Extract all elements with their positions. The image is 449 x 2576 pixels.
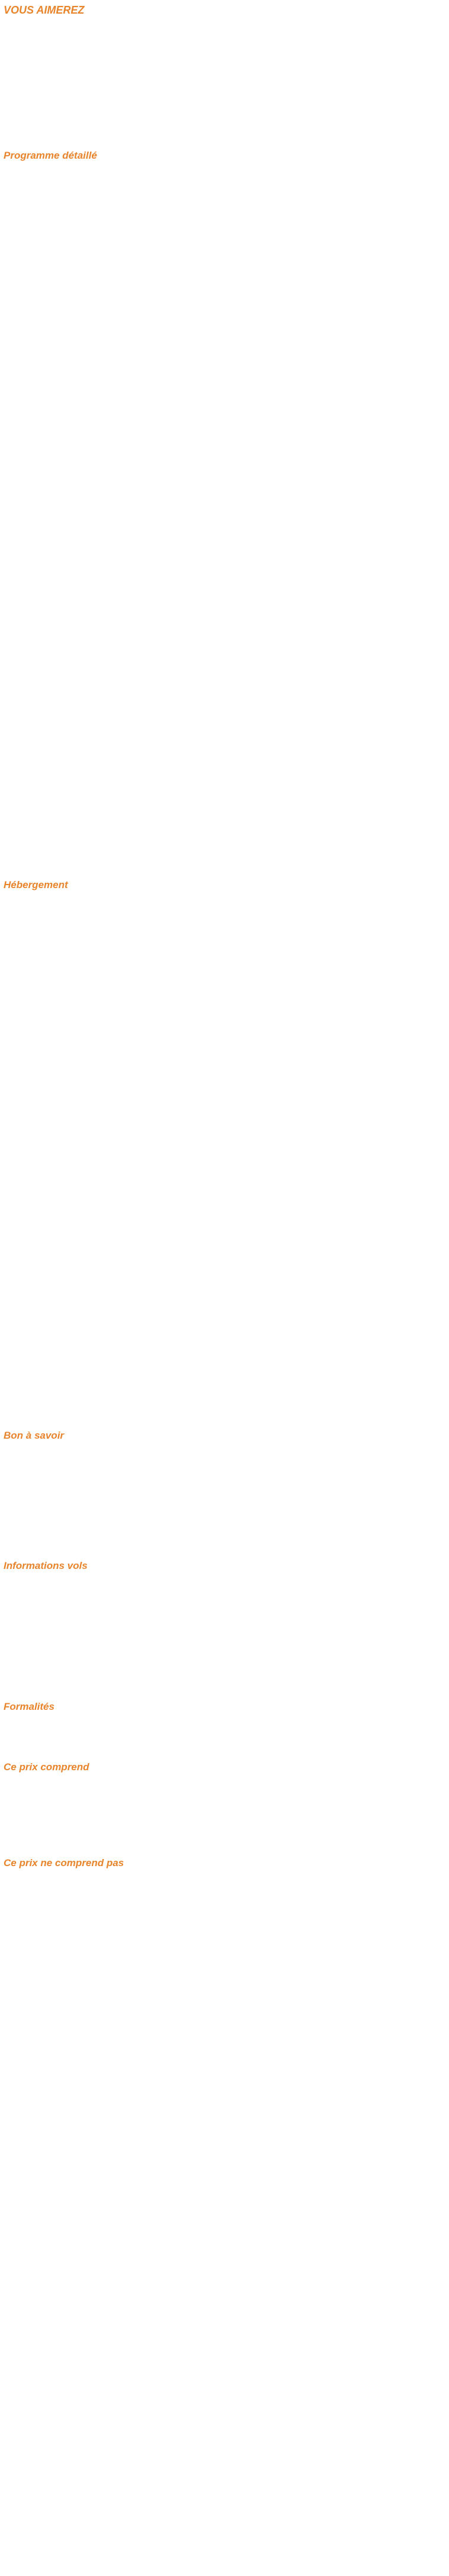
hebergement-paragraph <box>4 954 447 963</box>
programme-day <box>4 766 447 802</box>
hebergement-paragraph <box>4 1253 447 1278</box>
bon-a-savoir-paragraph <box>4 1539 447 1548</box>
hebergement-paragraph <box>4 1331 447 1372</box>
hebergement-paragraph <box>4 1094 447 1119</box>
vols-paragraph <box>4 1616 447 1649</box>
prix-comprend-heading: Ce prix comprend <box>4 1761 89 1773</box>
hebergement-paragraph <box>4 1378 447 1395</box>
bon-a-savoir-paragraph <box>4 1447 447 1480</box>
programme-day <box>4 508 447 565</box>
list-item <box>4 1891 447 1899</box>
list-item <box>4 1874 447 1883</box>
list-item <box>4 1916 447 1924</box>
programme-day <box>4 849 447 867</box>
intro-paragraph <box>4 20 447 37</box>
formalites-paragraph <box>4 1732 447 1749</box>
prix-comprend-pas-list <box>4 1874 447 1932</box>
programme-day <box>4 167 447 194</box>
intro-paragraph <box>4 84 447 92</box>
intro-paragraph <box>4 121 447 137</box>
list-item <box>4 1803 447 1812</box>
bon-a-savoir-paragraph <box>4 1500 447 1533</box>
hebergement-paragraph <box>4 1030 447 1088</box>
bon-a-savoir-paragraph <box>4 1486 447 1494</box>
hebergement-paragraph <box>4 1401 447 1417</box>
formalites-body <box>4 1718 447 1749</box>
hebergement-paragraph <box>4 1125 447 1166</box>
intro-paragraph <box>4 43 447 78</box>
list-item <box>4 1908 447 1916</box>
bon-a-savoir-heading: Bon à savoir <box>4 1430 65 1441</box>
programme-day <box>4 437 447 502</box>
formalites-paragraph <box>4 1718 447 1726</box>
programme-body <box>4 167 447 867</box>
formalites-heading: Formalités <box>4 1701 54 1712</box>
list-item <box>4 1883 447 1891</box>
programme-heading: Programme détaillé <box>4 150 97 161</box>
prix-comprend-list <box>4 1779 447 1845</box>
hotel-line <box>4 905 447 913</box>
programme-day <box>4 808 447 843</box>
vous-aimerez-body <box>4 20 447 137</box>
list-item <box>4 1837 447 1845</box>
hebergement-paragraph <box>4 969 447 985</box>
hebergement-paragraph <box>4 1284 447 1325</box>
hebergement-heading: Hébergement <box>4 879 68 890</box>
list-item <box>4 1820 447 1828</box>
hotel-line <box>4 913 447 921</box>
vols-paragraph <box>4 1577 447 1610</box>
hotel-line <box>4 930 447 938</box>
bon-a-savoir-body <box>4 1447 447 1548</box>
hebergement-paragraph <box>4 991 447 1024</box>
list-item <box>4 1899 447 1908</box>
list-item <box>4 1812 447 1820</box>
hebergement-hotel-list <box>4 896 447 946</box>
hotel-line <box>4 938 447 946</box>
list-item <box>4 1828 447 1837</box>
list-item <box>4 1787 447 1795</box>
informations-vols-heading: Informations vols <box>4 1560 88 1571</box>
hotel-line <box>4 921 447 930</box>
programme-day <box>4 642 447 760</box>
list-item <box>4 1779 447 1787</box>
informations-vols-body <box>4 1577 447 1689</box>
hotel-line <box>4 896 447 905</box>
programme-day <box>4 200 447 277</box>
list-item <box>4 1795 447 1803</box>
hebergement-body <box>4 954 447 1417</box>
programme-day <box>4 384 447 431</box>
prix-comprend-pas-heading: Ce prix ne comprend pas <box>4 1857 124 1869</box>
hebergement-paragraph <box>4 1172 447 1247</box>
vous-aimerez-heading: VOUS AIMEREZ <box>4 4 85 16</box>
list-item <box>4 1924 447 1932</box>
intro-paragraph <box>4 98 447 115</box>
vols-paragraph <box>4 1655 447 1689</box>
programme-day <box>4 571 447 636</box>
programme-day <box>4 283 447 378</box>
